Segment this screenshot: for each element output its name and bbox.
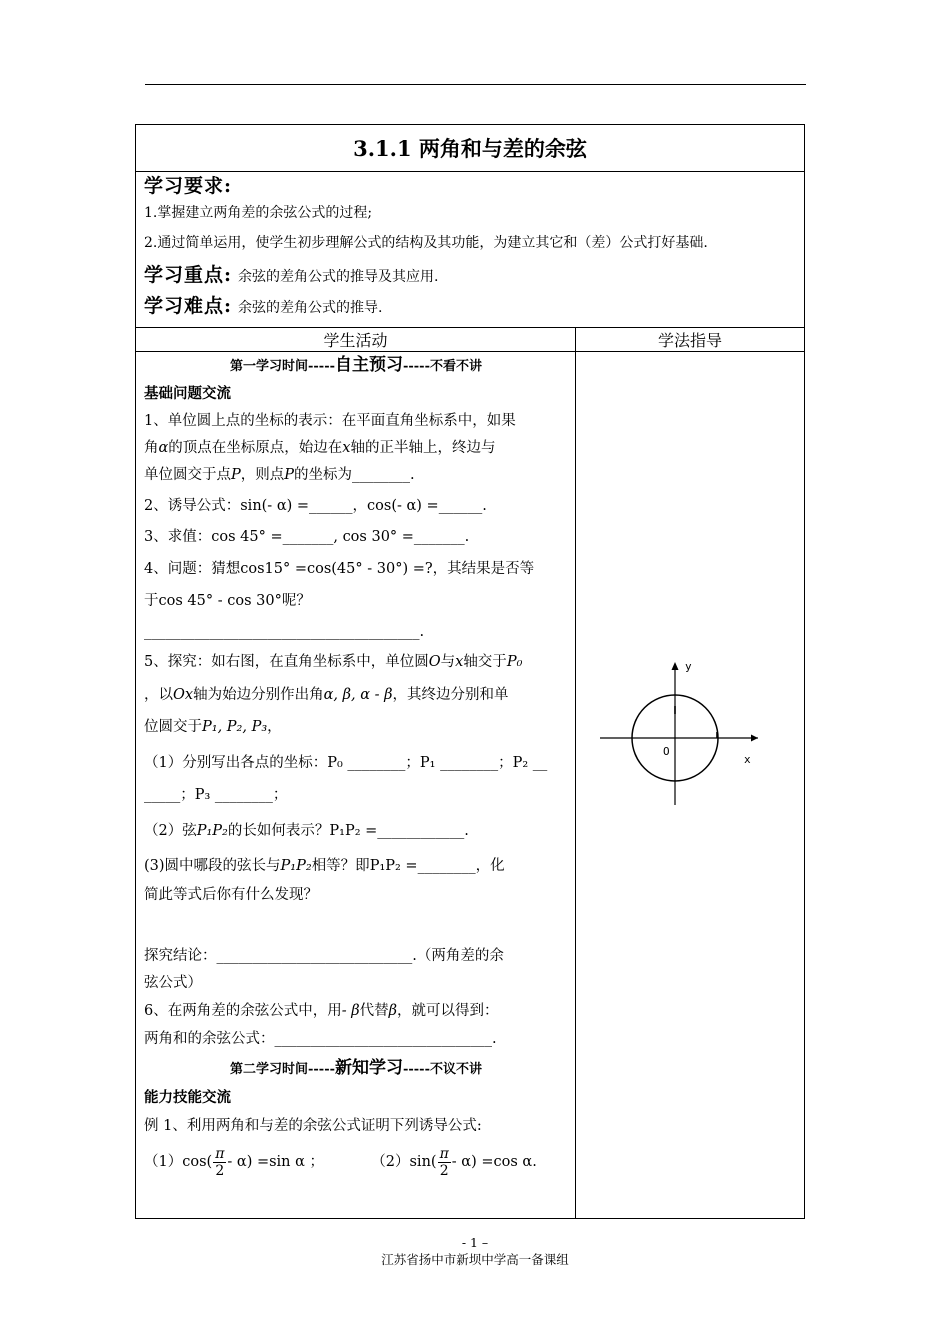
o-symbol: O [428,654,441,670]
header-rule [145,84,806,85]
y-axis-arrow [672,662,679,670]
q4-answer-blank: ______________________________________. [144,624,425,640]
footer-school: 江苏省扬中市新坝中学高一备课组 [381,1252,569,1267]
q5-text: 位圆交于 [144,719,202,735]
q5-sub1-line1 [144,749,547,777]
ex1-part1-text: （1）cos( [144,1154,213,1170]
q1-line2 [144,434,495,462]
difficulty-row [144,291,382,318]
q4-line1 [144,555,534,583]
p1p2-symbol: P₁P₂ [280,858,312,874]
q5-sub2-line [144,817,469,845]
q1-text: 角 [144,440,159,456]
requirements-block [136,171,804,328]
beta-symbol: β [388,1003,398,1019]
pi-symbol: π [215,1145,225,1162]
q5-line3 [144,713,282,741]
section1-title: 自主预习 [335,355,403,375]
q6-text: ，就可以得到： [397,1003,499,1019]
section2-suffix: -----不议不讲 [403,1062,482,1077]
section2-subheading: 能力技能交流 [144,1089,231,1106]
x-axis-label: x [744,753,751,766]
column-divider [575,327,576,1218]
col-student-activity: 学生活动 [323,331,388,350]
q4-text: ，其结果是否等 [432,561,535,577]
page-number: - 1 – [461,1235,489,1250]
q1-text: 轴的正半轴上，终边与 [350,440,496,456]
q5-text: ， [267,719,282,735]
section2-title: 新知学习 [335,1058,403,1078]
q4-text: 4、问题：猜想 [144,561,241,577]
q2-line [144,492,487,520]
q4-text: 呢？ [281,593,311,609]
q6-line2: 两角和的余弦公式：______________________________. [144,1031,497,1047]
q5-sub3-text: (3)圆中哪段的弦长与 [144,858,281,874]
x-symbol: x [342,440,351,456]
section1-subheading: 基础问题交流 [144,385,231,402]
difficulty-text: 余弦的差角公式的推导. [238,300,383,316]
requirement-2: 2.通过简单运用，使学生初步理解公式的结构及其功能，为建立其它和（差）公式打好基础. [144,235,708,251]
q3-line [144,523,469,551]
q1-line1: 1、单位圆上点的坐标的表示：在平面直角坐标系中，如果 [144,413,516,429]
denominator: 2 [215,1162,225,1179]
key-point-row [144,260,438,287]
negbeta-symbol: - β [341,1003,360,1019]
ex1-part2-text: - α) =cos α. [451,1154,537,1170]
q5-sub1-text: （1）分别写出各点的坐标： [144,755,328,771]
pi-symbol: π [439,1145,449,1162]
q5-text: 轴交于 [463,654,507,670]
q6-line1 [144,997,499,1025]
q1-text: 单位圆交于点 [144,467,231,483]
q6-text: 6、在两角差的余弦公式中，用 [144,1003,342,1019]
p123-symbol: P₁, P₂, P₃ [202,719,268,735]
q5-sub3-line1 [144,852,505,880]
q2-label: 2、诱导公式： [144,498,241,514]
q1-text: ，则点 [240,467,285,483]
q6-text: 代替 [359,1003,389,1019]
page-title: 3.1.1 两角和与差的余弦 [136,125,804,172]
q1-line3 [144,461,415,489]
p0-symbol: P₀ [506,654,523,670]
q3-formula: cos 45° =_______, cos 30° =_______. [211,529,470,545]
q5-sub1-line2: _____；P₃ ________； [144,787,288,803]
q4-formula: cos 45° - cos 30° [158,593,282,609]
q5-text: ，其终边分别和单 [392,687,509,703]
difficulty-heading: 学习难点: [144,295,233,317]
ox-symbol: Ox [173,687,194,703]
example1-text: 例 1、利用两角和与差的余弦公式证明下列诱导公式: [144,1118,482,1134]
p-symbol: P [231,467,241,483]
q5-sub2-blank: P₁P₂ =____________. [329,823,469,839]
pi-over-2-fraction [438,1146,451,1179]
q5-text: 轴为始边分别作出角 [193,687,324,703]
q2-sin-formula: sin(- α) =______， [240,498,368,514]
denominator: 2 [439,1162,449,1179]
requirements-heading: 学习要求: [144,175,233,197]
q4-line2 [144,587,311,615]
conclusion-line1: 探究结论：___________________________.（两角差的余 [144,948,504,964]
q5-sub2-text: 的长如何表示？ [227,823,330,839]
key-point-heading: 学习重点: [144,264,233,286]
example1-formulas [144,1141,537,1183]
alpha-symbol: α [158,440,169,456]
ex1-part1-text: - α) =sin α ； [227,1154,325,1170]
q5-sub1-blanks: P₀ ________；P₁ ________；P₂ __ [327,755,548,771]
section2-heading [144,1054,568,1084]
q5-sub2-text: （2）弦 [144,823,197,839]
q4-formula: cos15° =cos(45° - 30°) =? [240,561,433,577]
pi-over-2-fraction [213,1146,226,1179]
section2-prefix: 第二学习时间----- [230,1062,335,1077]
q5-sub3-text: 相等？即 [311,858,370,874]
q5-line2 [144,681,508,709]
q5-text: ，以 [144,687,173,703]
q5-line1 [144,648,522,676]
q1-text: 的顶点在坐标原点，始边在 [168,440,343,456]
section1-prefix: 第一学习时间----- [230,359,335,374]
x-symbol: x [455,654,464,670]
q2-cos-formula: cos(- α) =______. [367,498,487,514]
origin-label: O [663,745,670,758]
x-axis-arrow [751,735,758,742]
p1p2-symbol: P₁P₂ [196,823,228,839]
y-axis-label: y [685,662,692,673]
q5-text: 与 [440,654,456,670]
q4-text: 于 [144,593,159,609]
table-header-row [136,327,804,352]
q5-sub3-line2: 简此等式后你有什么发现？ [144,887,318,903]
q5-text: 5、探究：如右图，在直角坐标系中，单位圆 [144,654,429,670]
col-study-guide: 学法指导 [657,331,722,350]
angles-symbol: α, β, α - β [323,687,393,703]
p-symbol: P [284,467,295,483]
requirement-1: 1.掌握建立两角差的余弦公式的过程; [144,205,373,221]
unit-circle-figure [600,662,760,807]
q1-text: 的坐标为________. [294,467,415,483]
q5-sub3-blank: P₁P₂ =________，化 [369,858,505,874]
section1-heading [144,351,568,381]
section1-suffix: -----不看不讲 [403,359,482,374]
ex1-part2-text: （2）sin( [371,1154,437,1170]
conclusion-line2: 弦公式） [144,975,202,991]
q3-label: 3、求值： [144,529,212,545]
key-point-text: 余弦的差角公式的推导及其应用. [238,269,439,285]
